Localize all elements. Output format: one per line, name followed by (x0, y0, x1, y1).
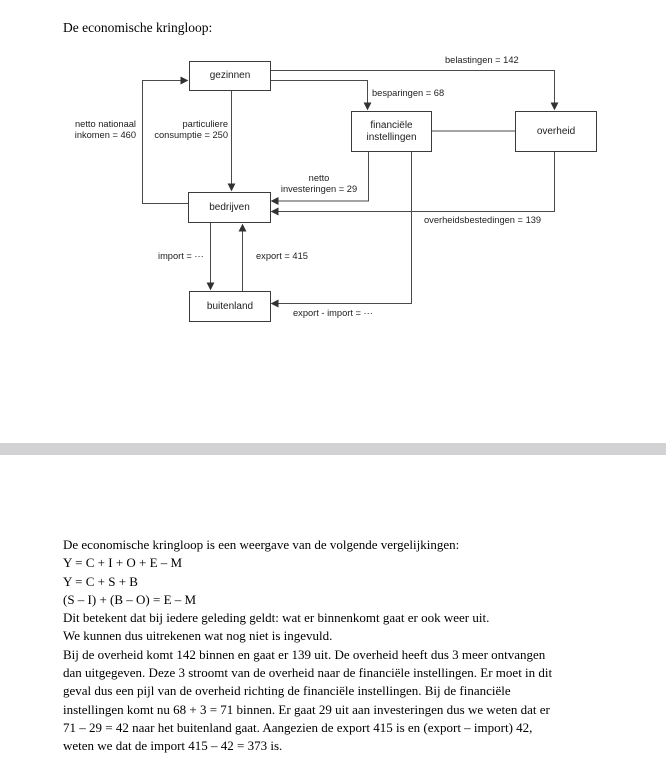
explanation-text (63, 536, 643, 756)
label-netto-nationaal-inkomen: netto nationaal inkomen = 460 (74, 119, 136, 140)
equation-line: Y = C + I + O + E – M (63, 555, 183, 571)
label-import: import = ··· (158, 251, 204, 261)
body-text-line: instellingen komt nu 68 + 3 = 71 binnen. Er gaat 29 uit aan investeringen dus we weten dat er (63, 701, 550, 717)
page-title: De economische kringloop: (63, 20, 213, 35)
label-export-minus-import: export - import = ··· (293, 308, 373, 318)
box-buitenland: buitenland (189, 291, 271, 322)
label-netto-investeringen: netto investeringen = 29 (280, 173, 358, 194)
body-text-line: Bij de overheid komt 142 binnen en gaat er 139 uit. De overheid heeft dus 3 meer ontvangen (63, 646, 546, 662)
body-text-line: De economische kringloop is een weergave van de volgende vergelijkingen: (63, 537, 460, 552)
equation-line: (S – I) + (B – O) = E – M (63, 591, 197, 607)
arrow-netto-nationaal-inkomen (143, 81, 190, 204)
label-belastingen: belastingen = 142 (445, 55, 519, 65)
label-export: export = 415 (256, 251, 308, 261)
equation-line: Y = C + S + B (63, 573, 138, 589)
label-besparingen: besparingen = 68 (372, 88, 445, 98)
body-text-line: dan uitgegeven. Deze 3 stroomt van de overheid naar de financiële instellingen. Er moet in dit (63, 665, 553, 681)
box-overheid: overheid (515, 111, 597, 152)
label-overheidsbestedingen: overheidsbestedingen = 139 (424, 215, 542, 225)
body-text-line: Dit betekent dat bij iedere geleding geldt: wat er binnenkomt gaat er ook weer uit. (63, 610, 490, 626)
body-text-line: 71 – 29 = 42 naar het buitenland gaat. Aangezien de export 415 is en (export – import) 42, (63, 719, 533, 735)
body-text-line: We kunnen dus uitrekenen wat nog niet is ingevuld. (63, 628, 333, 644)
body-text-line: weten we dat de import 415 – 42 = 373 is. (63, 738, 283, 754)
label-particuliere-consumptie: particuliere consumptie = 250 (154, 119, 228, 140)
arrow-besparingen (271, 81, 368, 110)
page-break-divider (0, 443, 666, 455)
box-gezinnen: gezinnen (189, 61, 271, 91)
body-text-line: geval dus een pijl van de overheid richting de financiële instellingen. Bij de financiële (63, 683, 511, 699)
box-financiele-instellingen: financiële instellingen (351, 111, 432, 152)
box-bedrijven: bedrijven (188, 192, 271, 223)
